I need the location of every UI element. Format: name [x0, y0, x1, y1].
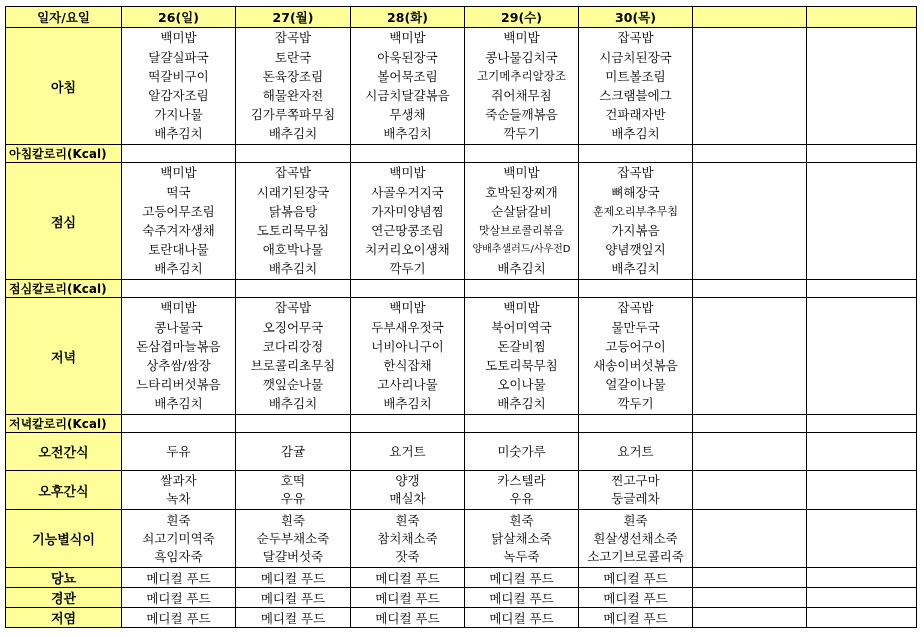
menu-item: 시금치달걀볶음	[365, 88, 450, 103]
pm-snack-cell	[465, 471, 579, 510]
menu-item: 새송이버섯볶음	[593, 358, 678, 373]
menu-item: 우유	[280, 491, 306, 506]
menu-item: 느타리버섯볶음	[136, 377, 221, 393]
empty-cell	[807, 568, 917, 588]
calorie-cell	[465, 280, 579, 298]
diabetes-cell: 메디컬 푸드	[122, 568, 236, 588]
am-snack-cell	[579, 433, 693, 471]
menu-item: 도토리묵무침	[485, 358, 558, 373]
am-snack-cell	[351, 433, 465, 471]
low-salt-cell: 메디컬 푸드	[579, 608, 693, 628]
functional-diet-row	[6, 510, 917, 568]
menu-item: 닭볶음탕	[268, 203, 318, 219]
dinner-calorie-row	[6, 415, 917, 433]
day-header: 26(일)	[122, 7, 236, 28]
menu-item: 고등어구이	[605, 338, 666, 354]
menu-item: 건파래자반	[605, 107, 666, 123]
menu-item: 가자미양념찜	[371, 203, 444, 219]
menu-item: 잡곡밥	[274, 300, 312, 316]
dinner-cell	[351, 298, 465, 415]
day-header: 28(화)	[351, 7, 465, 28]
tube-feeding-cell: 메디컬 푸드	[579, 588, 693, 608]
breakfast-row	[6, 28, 917, 145]
low-salt-row	[6, 608, 917, 628]
lunch-cell	[236, 163, 351, 280]
menu-item: 흰죽	[280, 512, 306, 528]
functional-diet-cell	[579, 510, 693, 568]
menu-item: 흑임자죽	[154, 548, 203, 564]
menu-item: 가지나물	[154, 107, 203, 123]
empty-cell	[693, 298, 807, 415]
menu-item: 배추김치	[154, 261, 203, 277]
menu-item: 숙주겨자생채	[142, 223, 215, 238]
menu-item: 백미밥	[389, 30, 426, 46]
menu-item: 배추김치	[383, 396, 432, 412]
am-snack-cell	[465, 433, 579, 471]
menu-item: 물만두국	[611, 319, 660, 335]
breakfast-calorie-label: 아침칼로리(Kcal)	[6, 145, 122, 163]
pm-snack-cell	[236, 471, 351, 510]
empty-cell	[807, 510, 917, 568]
menu-item: 배추김치	[154, 126, 203, 142]
menu-item: 소고기브로콜리죽	[587, 548, 684, 564]
menu-item: 도토리묵무침	[256, 223, 330, 238]
menu-item: 양갱	[395, 473, 420, 488]
functional-diet-cell	[465, 510, 579, 568]
menu-item: 흰죽	[623, 512, 648, 528]
empty-cell	[807, 588, 917, 608]
menu-item: 떡국	[166, 184, 191, 200]
menu-item: 두부새우젓국	[371, 319, 444, 335]
calorie-cell	[122, 280, 236, 298]
low-salt-cell: 메디컬 푸드	[351, 608, 465, 628]
empty-cell	[807, 163, 917, 280]
menu-item: 순살닭갈비	[491, 203, 552, 219]
functional-diet-cell	[122, 510, 236, 568]
menu-item: 고기메추리알장조	[477, 68, 566, 83]
functional-diet-cell	[351, 510, 465, 568]
menu-item: 흰죽	[395, 512, 420, 528]
lunch-row	[6, 163, 917, 280]
lunch-label: 점심	[6, 163, 122, 280]
tube-feeding-row	[6, 588, 917, 608]
menu-item: 참치채소죽	[377, 530, 438, 546]
breakfast-cell	[351, 28, 465, 145]
menu-item: 우유	[509, 491, 534, 506]
menu-item: 배추김치	[383, 126, 432, 142]
menu-item: 북어미역국	[491, 319, 552, 335]
diabetes-cell: 메디컬 푸드	[579, 568, 693, 588]
menu-item: 맛살브로콜리볶음	[478, 224, 564, 237]
menu-item: 백미밥	[160, 30, 197, 46]
menu-item: 오이나물	[497, 377, 546, 393]
menu-item: 요거트	[389, 443, 426, 459]
menu-item: 돈육장조림	[262, 68, 324, 84]
pm-snack-cell	[579, 471, 693, 510]
am-snack-label: 오전간식	[6, 433, 122, 471]
menu-item: 미트볼조림	[605, 68, 666, 84]
low-salt-cell: 메디컬 푸드	[465, 608, 579, 628]
day-header: 27(월)	[236, 7, 351, 28]
header-row	[6, 7, 917, 28]
menu-item: 흰살생선채소죽	[593, 530, 678, 546]
empty-cell	[693, 471, 807, 510]
tube-feeding-label: 경관	[6, 588, 122, 608]
menu-item: 가지볶음	[611, 223, 660, 238]
menu-item: 쌀과자	[160, 473, 197, 488]
menu-item: 해물완자전	[262, 88, 324, 103]
dinner-cell	[579, 298, 693, 415]
lunch-calorie-row	[6, 280, 917, 298]
menu-item: 알감자조림	[148, 88, 209, 103]
low-salt-label: 저염	[6, 608, 122, 628]
empty-cell	[807, 298, 917, 415]
menu-item: 돈삼겹마늘볶음	[136, 338, 221, 354]
menu-item: 깻잎순나물	[262, 377, 324, 393]
lunch-cell	[351, 163, 465, 280]
low-salt-cell: 메디컬 푸드	[236, 608, 351, 628]
menu-item: 시래기된장국	[256, 184, 330, 200]
menu-item: 미숫가루	[497, 443, 546, 459]
calorie-cell	[122, 145, 236, 163]
tube-feeding-cell: 메디컬 푸드	[465, 588, 579, 608]
menu-item: 매실차	[389, 491, 426, 506]
menu-item: 시금치된장국	[599, 49, 672, 65]
menu-item: 쇠고기미역죽	[142, 530, 215, 546]
menu-item: 순두부채소죽	[256, 530, 330, 546]
breakfast-cell	[579, 28, 693, 145]
empty-cell	[807, 608, 917, 628]
header-label: 일자/요일	[6, 7, 122, 28]
menu-item: 배추김치	[611, 126, 660, 142]
menu-item: 백미밥	[503, 165, 540, 181]
tube-feeding-cell: 메디컬 푸드	[351, 588, 465, 608]
tube-feeding-cell: 메디컬 푸드	[122, 588, 236, 608]
calorie-cell	[236, 415, 351, 433]
pm-snack-cell	[351, 471, 465, 510]
menu-item: 토란대나물	[148, 242, 209, 258]
low-salt-cell: 메디컬 푸드	[122, 608, 236, 628]
breakfast-calorie-row	[6, 145, 917, 163]
calorie-cell	[351, 145, 465, 163]
calorie-cell	[351, 280, 465, 298]
menu-item: 애호박나물	[262, 242, 324, 258]
menu-item: 치커리오이생채	[365, 242, 450, 258]
menu-item: 한식잡채	[383, 358, 432, 373]
diabetes-row	[6, 568, 917, 588]
menu-item: 찐고구마	[611, 473, 660, 488]
diabetes-cell: 메디컬 푸드	[465, 568, 579, 588]
am-snack-row	[6, 433, 917, 471]
calorie-cell	[807, 415, 917, 433]
calorie-cell	[693, 415, 807, 433]
menu-item: 배추김치	[497, 396, 546, 412]
calorie-cell	[236, 280, 351, 298]
menu-item: 백미밥	[160, 300, 197, 316]
empty-cell	[693, 433, 807, 471]
dinner-cell	[465, 298, 579, 415]
calorie-cell	[465, 415, 579, 433]
menu-item: 양념깻잎지	[605, 242, 666, 258]
menu-item: 달걀실파국	[148, 49, 209, 65]
menu-item: 스크램블에그	[599, 88, 672, 103]
menu-item: 배추김치	[611, 261, 660, 277]
diabetes-cell: 메디컬 푸드	[351, 568, 465, 588]
menu-item: 연근땅콩조림	[371, 223, 444, 238]
functional-diet-label: 기능별식이	[6, 510, 122, 568]
empty-cell	[693, 28, 807, 145]
menu-item: 고등어무조림	[142, 203, 215, 219]
menu-item: 백미밥	[503, 30, 540, 46]
menu-item: 둥글레차	[611, 491, 660, 506]
pm-snack-cell	[122, 471, 236, 510]
menu-item: 잡곡밥	[617, 165, 654, 181]
menu-item: 무생채	[389, 107, 426, 123]
am-snack-cell	[236, 433, 351, 471]
menu-item: 백미밥	[503, 300, 540, 316]
menu-item: 상추쌈/쌈장	[146, 358, 211, 373]
menu-item: 잡곡밥	[617, 300, 654, 316]
menu-item: 백미밥	[389, 300, 426, 316]
menu-item: 잡곡밥	[274, 165, 312, 181]
menu-item: 사골우거지국	[371, 184, 444, 200]
menu-item: 고사리나물	[377, 377, 438, 393]
menu-item: 잡곡밥	[617, 30, 654, 46]
calorie-cell	[351, 415, 465, 433]
menu-item: 호박된장찌개	[485, 184, 558, 200]
empty-day-header	[693, 7, 807, 28]
calorie-cell	[579, 280, 693, 298]
menu-item: 김가루쪽파무침	[250, 107, 336, 123]
menu-item: 아욱된장국	[377, 49, 438, 65]
empty-cell	[693, 510, 807, 568]
menu-item: 깍두기	[389, 261, 426, 277]
menu-item: 죽순들깨볶음	[485, 107, 558, 123]
lunch-calorie-label: 점심칼로리(Kcal)	[6, 280, 122, 298]
calorie-cell	[465, 145, 579, 163]
menu-item: 너비아니구이	[371, 338, 444, 354]
empty-cell	[807, 433, 917, 471]
menu-item: 뼈해장국	[611, 184, 660, 200]
menu-item: 배추김치	[268, 126, 318, 142]
lunch-cell	[122, 163, 236, 280]
day-header: 29(수)	[465, 7, 579, 28]
menu-item: 돈갈비찜	[497, 338, 546, 354]
calorie-cell	[807, 280, 917, 298]
menu-item: 잣죽	[395, 548, 420, 564]
menu-item: 백미밥	[389, 165, 426, 181]
menu-item: 깍두기	[503, 126, 540, 142]
calorie-cell	[236, 145, 351, 163]
menu-item: 오징어무국	[262, 319, 324, 335]
lunch-cell	[465, 163, 579, 280]
menu-item: 감귤	[280, 443, 306, 459]
meal-menu-table	[5, 6, 917, 628]
empty-cell	[693, 588, 807, 608]
menu-item: 닭살채소죽	[491, 530, 552, 546]
calorie-cell	[693, 145, 807, 163]
lunch-cell	[579, 163, 693, 280]
empty-cell	[807, 471, 917, 510]
empty-cell	[807, 28, 917, 145]
menu-item: 배추김치	[268, 396, 318, 412]
menu-item: 떡갈비구이	[148, 68, 209, 84]
diabetes-label: 당뇨	[6, 568, 122, 588]
menu-item: 호떡	[280, 473, 306, 488]
menu-item: 얼갈이나물	[605, 377, 666, 393]
menu-item: 백미밥	[160, 165, 197, 181]
empty-day-header	[807, 7, 917, 28]
am-snack-cell	[122, 433, 236, 471]
empty-cell	[693, 568, 807, 588]
day-header: 30(목)	[579, 7, 693, 28]
menu-item: 쥐어채무침	[491, 88, 552, 103]
menu-item: 브로콜리초무침	[250, 358, 336, 373]
empty-cell	[693, 608, 807, 628]
tube-feeding-cell: 메디컬 푸드	[236, 588, 351, 608]
breakfast-cell	[236, 28, 351, 145]
calorie-cell	[693, 280, 807, 298]
dinner-row	[6, 298, 917, 415]
menu-item: 녹차	[166, 491, 191, 506]
menu-item: 요거트	[617, 443, 654, 459]
calorie-cell	[122, 415, 236, 433]
menu-item: 훈제오리부추무침	[592, 204, 678, 218]
menu-item: 카스텔라	[497, 473, 546, 488]
menu-item: 깍두기	[617, 396, 654, 412]
calorie-cell	[807, 145, 917, 163]
menu-item: 흰죽	[509, 512, 534, 528]
menu-item: 녹두죽	[503, 548, 540, 564]
menu-item: 볼어묵조림	[377, 68, 438, 84]
dinner-label: 저녁	[6, 298, 122, 415]
menu-item: 콩나물김치국	[485, 49, 558, 65]
empty-cell	[693, 163, 807, 280]
menu-item: 코다리강정	[262, 338, 324, 354]
menu-item: 배추김치	[268, 261, 318, 277]
functional-diet-cell	[236, 510, 351, 568]
menu-item: 토란국	[274, 49, 312, 65]
menu-item: 잡곡밥	[274, 30, 312, 46]
calorie-cell	[579, 145, 693, 163]
breakfast-cell	[465, 28, 579, 145]
dinner-calorie-label: 저녁칼로리(Kcal)	[6, 415, 122, 433]
menu-item: 두유	[166, 443, 191, 459]
pm-snack-row	[6, 471, 917, 510]
breakfast-cell	[122, 28, 236, 145]
breakfast-label: 아침	[6, 28, 122, 145]
menu-item: 배추김치	[497, 261, 546, 277]
diabetes-cell: 메디컬 푸드	[236, 568, 351, 588]
pm-snack-label: 오후간식	[6, 471, 122, 510]
menu-item: 양배추샐러드/사우전D	[472, 244, 571, 256]
menu-item: 배추김치	[154, 396, 203, 412]
menu-item: 달걀버섯죽	[262, 548, 324, 564]
dinner-cell	[236, 298, 351, 415]
calorie-cell	[579, 415, 693, 433]
dinner-cell	[122, 298, 236, 415]
menu-item: 콩나물국	[154, 319, 203, 335]
menu-item: 흰죽	[166, 512, 191, 528]
